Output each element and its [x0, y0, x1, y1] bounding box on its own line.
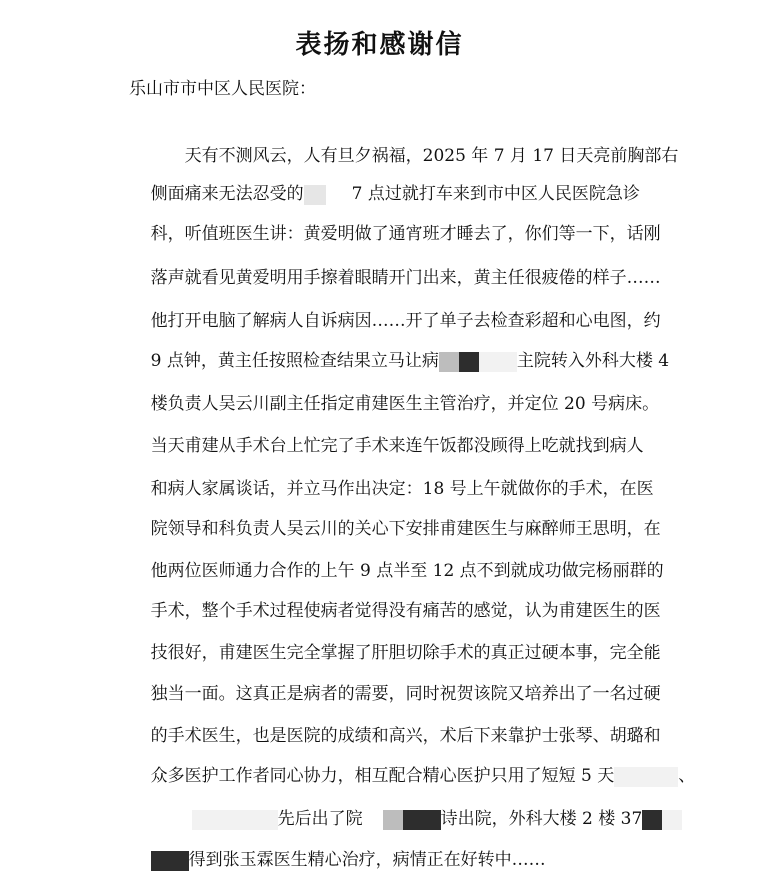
- redaction-block: [662, 810, 682, 830]
- line-text: 天有不测风云，人有旦夕祸福，2025 年 7 月 17 日天亮前胸部右: [184, 146, 679, 166]
- line-text: 技很好，甫建医生完全掌握了肝胆切除手术的真正过硬本事，完全能: [150, 643, 661, 663]
- line-text: 他两位医师通力合作的上午 9 点半至 12 点不到就成功做完杨丽群的: [150, 561, 664, 581]
- line-text: 的手术医生，也是医院的成绩和高兴，术后下来靠护士张琴、胡璐和: [150, 726, 661, 746]
- line-text: 9 点钟，黄主任按照检查结果立马让病: [150, 351, 439, 371]
- line-text: 楼负责人吴云川副主任指定甫建医生主管治疗，并定位 20 号病床。: [150, 394, 660, 414]
- line-text: 院领导和科负责人吴云川的关心下安排甫建医生与麻醉师王思明，在: [150, 519, 661, 539]
- line-text: 7 点过就打车来到市中区人民医院急诊: [351, 184, 640, 204]
- line-text: 、: [678, 766, 696, 786]
- letter-title: 表扬和感谢信: [295, 30, 464, 60]
- line-text: 得到张玉霖医生精心治疗，病情正在好转中……: [188, 850, 546, 870]
- line-text: 独当一面。这真正是病者的需要，同时祝贺该院又培养出了一名过硬: [150, 684, 661, 704]
- line-text: 主院转入外科大楼 4: [516, 351, 670, 371]
- line-text: 手术，整个手术过程使病者觉得没有痛苦的感觉，认为甫建医生的医: [150, 601, 661, 621]
- line-text: 先后出了院: [277, 809, 363, 829]
- line-text: 诗出院，外科大楼 2 楼 37: [440, 809, 643, 829]
- line-text: 众多医护工作者同心协力，相互配合精心医护只用了短短 5 天: [150, 766, 615, 786]
- line-text: 和病人家属谈话，并立马作出决定：18 号上午就做你的手术，在医: [150, 479, 654, 499]
- line-text: 他打开电脑了解病人自诉病因……开了单子去检查彩超和心电图，约: [150, 311, 661, 331]
- redaction-block: [151, 851, 189, 871]
- line-text: 当天甫建从手术台上忙完了手术来连午饭都没顾得上吃就找到病人: [150, 436, 644, 456]
- line-text: 科，听值班医生讲：黄爱明做了通宵班才睡去了，你们等一下，话刚: [150, 224, 661, 244]
- paragraph-line: [129, 824, 546, 896]
- line-text: 侧面痛来无法忍受的: [150, 184, 304, 204]
- redaction-block: [642, 810, 662, 830]
- line-text: 落声就看见黄爱明用手擦着眼睛开门出来，黄主任很疲倦的样子……: [150, 268, 661, 288]
- salutation: 乐山市市中区人民医院：: [129, 79, 316, 99]
